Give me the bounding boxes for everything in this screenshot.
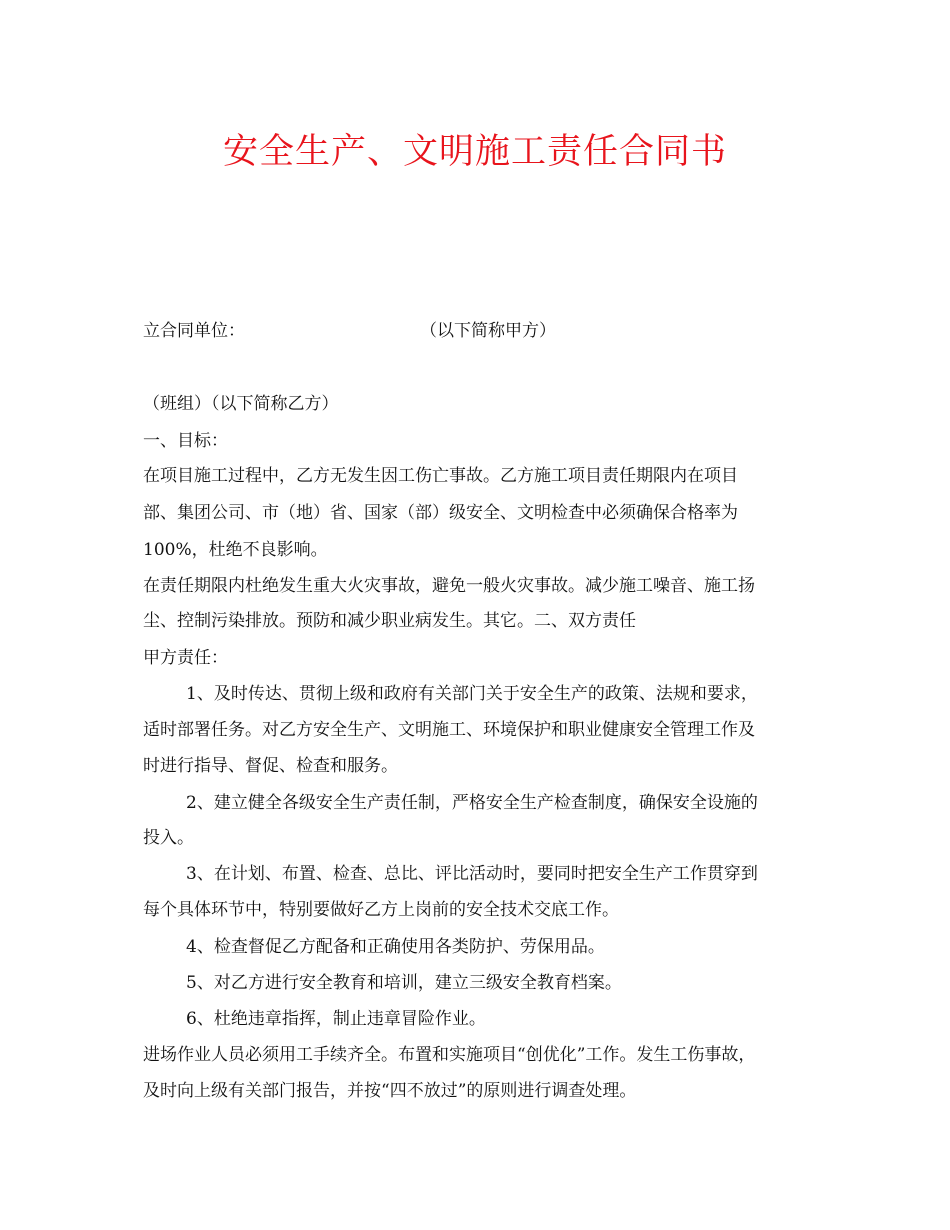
item-2-line-2: 投入。 [143, 828, 194, 848]
item-4: 4、检查督促乙方配备和正确使用各类防护、劳保用品。 [186, 937, 605, 957]
item-6: 6、杜绝违章指挥，制止违章冒险作业。 [186, 1009, 486, 1029]
section-1-heading: 一、目标： [143, 431, 228, 451]
item-1-line-3: 时进行指导、督促、检查和服务。 [143, 756, 398, 776]
item-5: 5、对乙方进行安全教育和培训，建立三级安全教育档案。 [186, 973, 622, 993]
closing-line-1: 进场作业人员必须用工手续齐全。布置和实施项目“创优化”工作。发生工伤事故， [143, 1045, 756, 1065]
item-1-line-1: 1、及时传达、贯彻上级和政府有关部门关于安全生产的政策、法规和要求， [186, 684, 758, 704]
goal-line-1: 在项目施工过程中，乙方无发生因工伤亡事故。乙方施工项目责任期限内在项目 [143, 466, 738, 486]
party-a-duties-heading: 甲方责任： [143, 648, 228, 668]
document-title: 安全生产、文明施工责任合同书 [222, 132, 727, 172]
goal-line-5: 尘、控制污染排放。预防和减少职业病发生。其它。二、双方责任 [143, 611, 636, 631]
item-2-line-1: 2、建立健全各级安全生产责任制，严格安全生产检查制度，确保安全设施的 [186, 793, 758, 813]
party-a-label: 立合同单位： [143, 321, 245, 341]
item-1-line-2: 适时部署任务。对乙方安全生产、文明施工、环境保护和职业健康安全管理工作及 [143, 720, 755, 740]
closing-line-2: 及时向上级有关部门报告，并按“四不放过”的原则进行调查处理。 [143, 1081, 637, 1101]
item-3-line-1: 3、在计划、布置、检查、总比、评比活动时，要同时把安全生产工作贯穿到 [186, 864, 758, 884]
party-a-suffix: （以下简称甲方） [420, 321, 556, 341]
goal-line-2: 部、集团公司、市（地）省、国家（部）级安全、文明检查中必须确保合格率为 [143, 503, 738, 523]
goal-line-4: 在责任期限内杜绝发生重大火灾事故，避免一般火灾事故。减少施工噪音、施工扬 [143, 576, 755, 596]
party-b-line: （班组）（以下简称乙方） [143, 394, 339, 414]
item-3-line-2: 每个具体环节中，特别要做好乙方上岗前的安全技术交底工作。 [143, 900, 619, 920]
goal-line-3: 100%，杜绝不良影响。 [143, 540, 328, 560]
